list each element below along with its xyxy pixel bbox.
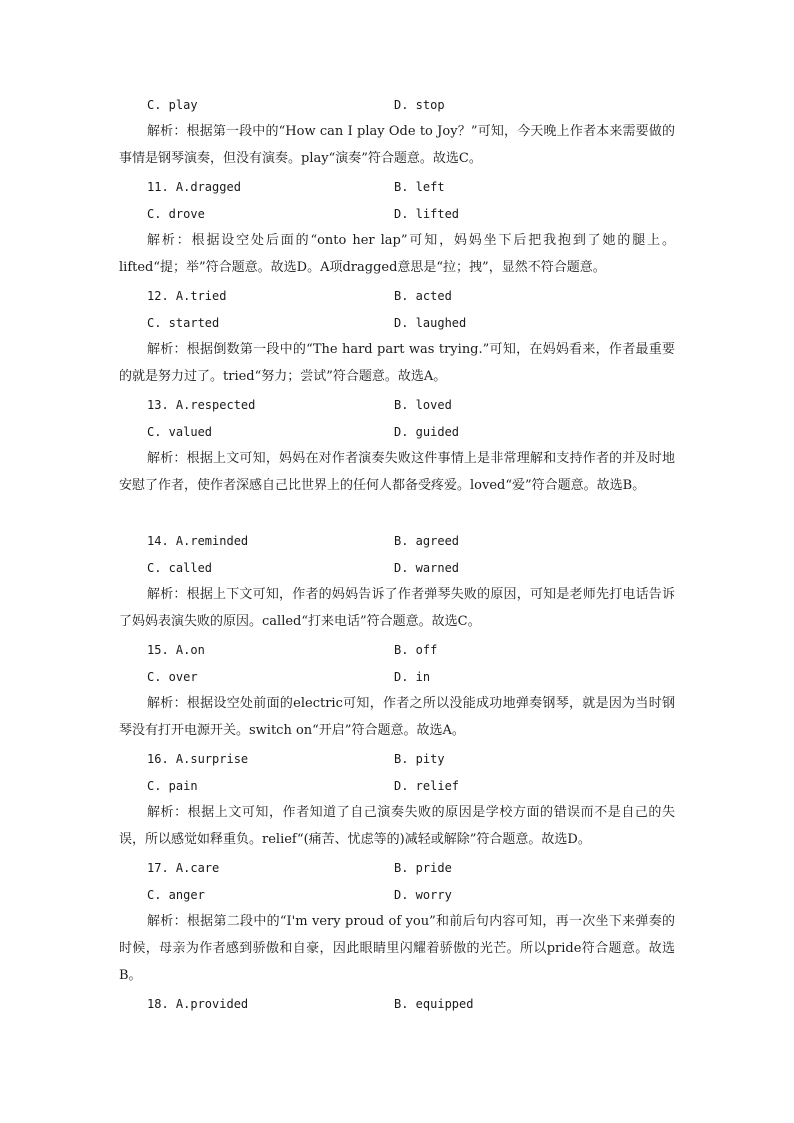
option-row <box>0 997 794 1017</box>
option-row <box>0 534 794 554</box>
option-row <box>0 316 794 336</box>
option-right: B. agreed <box>394 534 460 548</box>
option-row <box>0 180 794 200</box>
option-left: C. play <box>147 98 198 112</box>
option-right: B. pity <box>394 752 445 766</box>
option-right: D. laughed <box>394 316 467 330</box>
option-row <box>0 561 794 581</box>
option-left: 17. A.care <box>147 861 220 875</box>
explanation-paragraph: 解析：根据第二段中的“I'm very proud of you”和前后句内容可知，再一次坐下来弹奏的时候，母亲为作者感到骄傲和自豪，因此眼睛里闪耀着骄傲的光芒。所以pride符合题意。故选B。 <box>119 914 675 983</box>
option-left: 15. A.on <box>147 643 205 657</box>
option-right: B. loved <box>394 398 452 412</box>
option-right: B. acted <box>394 289 452 303</box>
option-right: D. lifted <box>394 207 460 221</box>
option-left: 16. A.surprise <box>147 752 249 766</box>
option-right: B. off <box>394 643 438 657</box>
option-row <box>0 888 794 908</box>
option-row <box>0 207 794 227</box>
option-left: C. valued <box>147 425 213 439</box>
explanation-paragraph: 解析：根据上文可知，作者知道了自己演奏失败的原因是学校方面的错误而不是自己的失误，所以感觉如释重负。relief“(痛苦、忧虑等的)减轻或解除”符合题意。故选D。 <box>119 805 675 847</box>
option-left: 11. A.dragged <box>147 180 241 194</box>
option-row <box>0 643 794 663</box>
explanation-paragraph: 解析：根据倒数第一段中的“The hard part was trying.”可知，在妈妈看来，作者最重要的就是努力过了。tried“努力；尝试”符合题意。故选A。 <box>119 342 675 384</box>
option-row <box>0 861 794 881</box>
explanation-paragraph: 解析：根据设空处后面的“onto her lap”可知，妈妈坐下后把我抱到了她的腿上。lifted“提；举”符合题意。故选D。A项dragged意思是“拉；拽”，显然不符合题意。 <box>119 233 675 275</box>
explanation-paragraph: 解析：根据上下文可知，作者的妈妈告诉了作者弹琴失败的原因，可知是老师先打电话告诉了妈妈表演失败的原因。called“打来电话”符合题意。故选C。 <box>119 587 675 629</box>
option-row <box>0 398 794 418</box>
option-row <box>0 289 794 309</box>
option-left: 13. A.respected <box>147 398 256 412</box>
option-left: C. drove <box>147 207 205 221</box>
option-row <box>0 425 794 445</box>
option-left: C. over <box>147 670 198 684</box>
option-right: D. stop <box>394 98 445 112</box>
explanation-paragraph: 解析：根据上文可知，妈妈在对作者演奏失败这件事情上是非常理解和支持作者的并及时地安慰了作者，使作者深感自己比世界上的任何人都备受疼爱。loved“爱”符合题意。故选B。 <box>119 451 675 493</box>
option-row <box>0 752 794 772</box>
option-right: B. pride <box>394 861 452 875</box>
option-right: B. equipped <box>394 997 474 1011</box>
option-left: 14. A.reminded <box>147 534 249 548</box>
option-row <box>0 779 794 799</box>
option-right: D. in <box>394 670 431 684</box>
option-left: C. pain <box>147 779 198 793</box>
option-right: D. relief <box>394 779 460 793</box>
option-left: C. called <box>147 561 213 575</box>
option-row <box>0 98 794 118</box>
option-left: 12. A.tried <box>147 289 227 303</box>
option-left: 18. A.provided <box>147 997 249 1011</box>
option-right: D. warned <box>394 561 460 575</box>
option-right: B. left <box>394 180 445 194</box>
option-right: D. worry <box>394 888 452 902</box>
explanation-paragraph: 解析：根据第一段中的“How can I play Ode to Joy？”可知，今天晚上作者本来需要做的事情是钢琴演奏，但没有演奏。play“演奏”符合题意。故选C。 <box>119 124 675 166</box>
option-row <box>0 670 794 690</box>
option-right: D. guided <box>394 425 460 439</box>
option-left: C. started <box>147 316 220 330</box>
option-left: C. anger <box>147 888 205 902</box>
explanation-paragraph: 解析：根据设空处前面的electric可知，作者之所以没能成功地弹奏钢琴，就是因为当时钢琴没有打开电源开关。switch on“开启”符合题意。故选A。 <box>119 696 675 738</box>
